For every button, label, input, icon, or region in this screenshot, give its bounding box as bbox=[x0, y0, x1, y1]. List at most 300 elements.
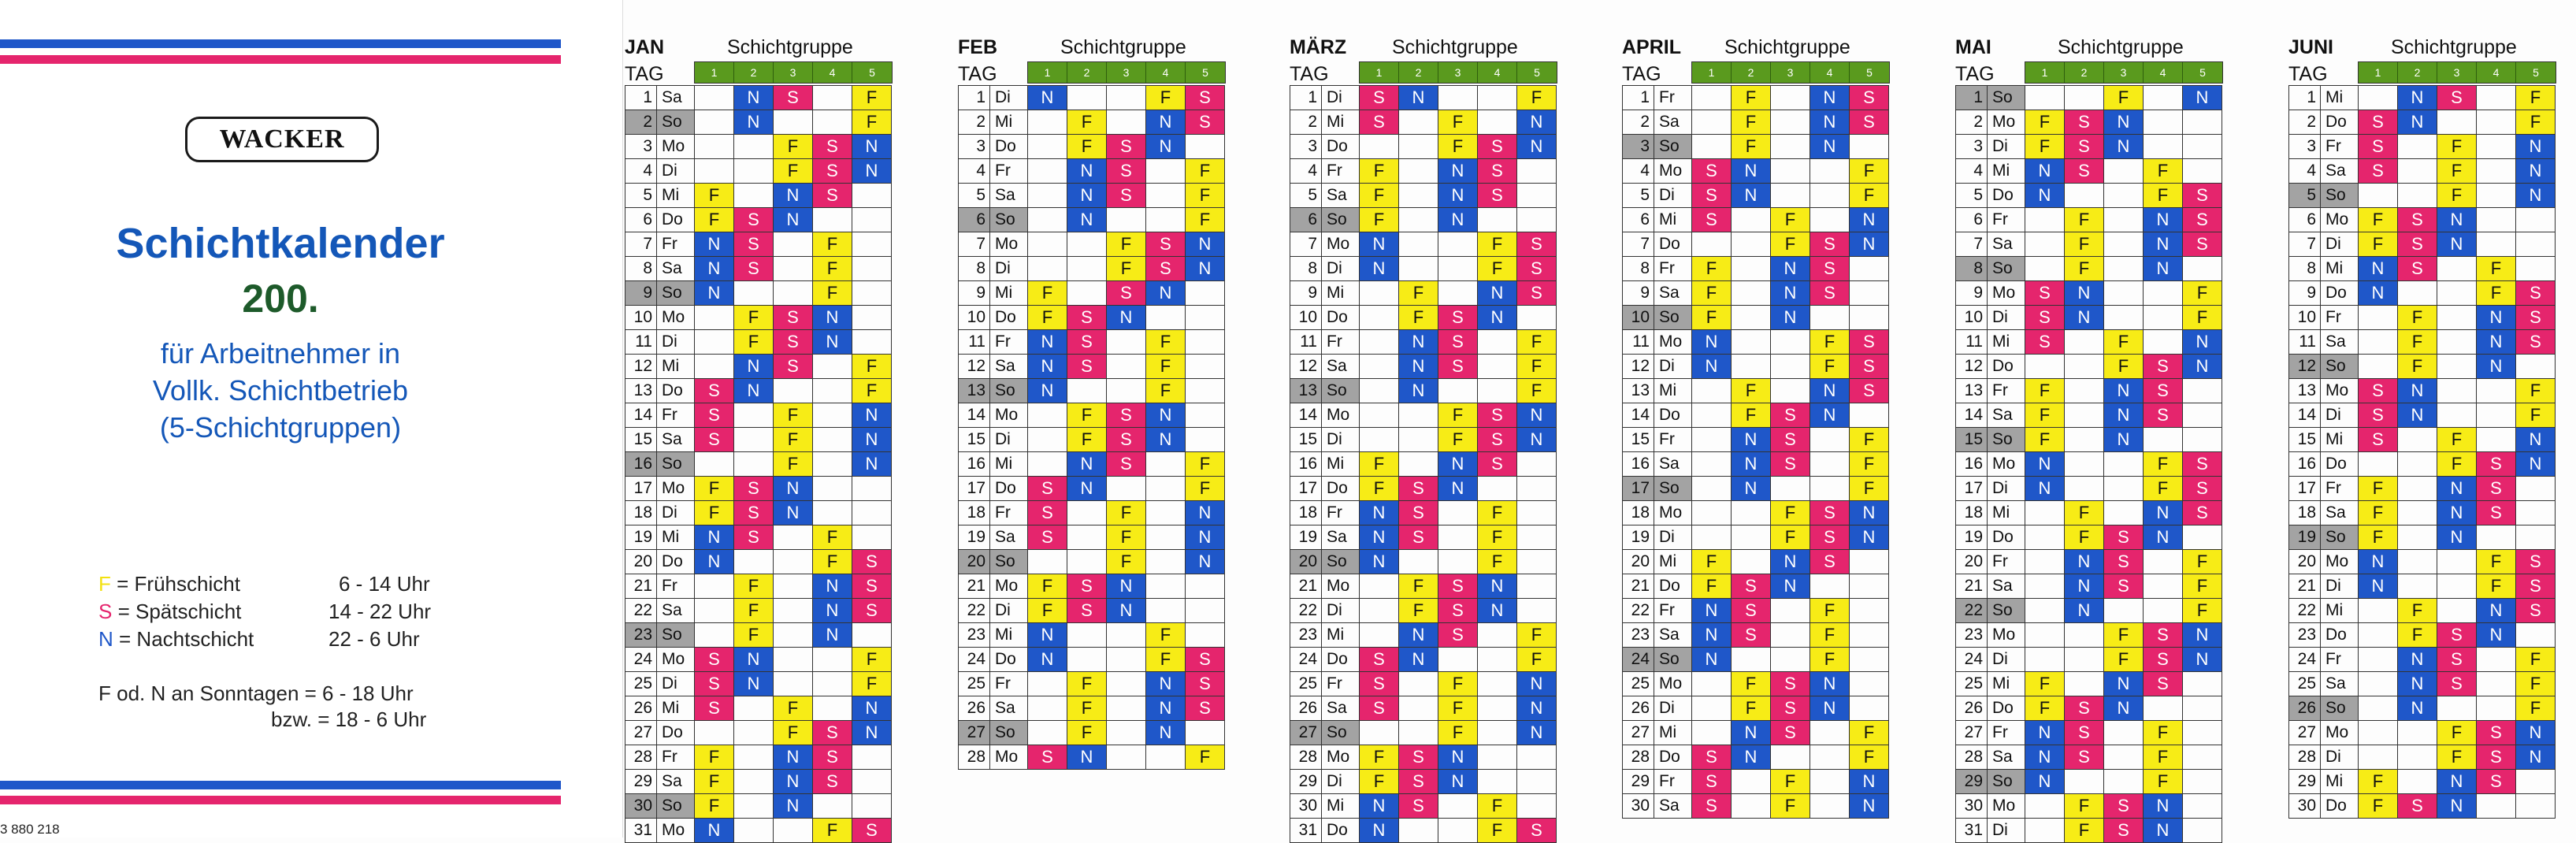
day-row bbox=[1956, 379, 2222, 403]
shift-cell: N bbox=[734, 110, 774, 135]
shift-cell: S bbox=[1810, 257, 1850, 281]
day-number: 2 bbox=[2289, 110, 2321, 135]
shift-cell bbox=[1692, 672, 1732, 696]
day-number: 14 bbox=[959, 403, 990, 428]
day-row bbox=[1623, 745, 1889, 770]
shift-cell: N bbox=[2104, 696, 2144, 721]
day-number: 6 bbox=[1290, 208, 1322, 232]
shift-cell: S bbox=[1067, 330, 1107, 355]
shift-cell: N bbox=[1399, 330, 1438, 355]
shift-cell: F bbox=[2359, 794, 2398, 819]
shift-cell: F bbox=[2359, 208, 2398, 232]
shift-cell: F bbox=[1360, 208, 1399, 232]
day-row bbox=[2289, 355, 2556, 379]
shift-cell: S bbox=[2477, 721, 2516, 745]
shift-cell bbox=[2025, 232, 2065, 257]
shift-cell: S bbox=[1186, 648, 1225, 672]
day-row bbox=[1956, 550, 2222, 574]
weekday: Fr bbox=[1322, 501, 1360, 525]
weekday: Mi bbox=[1654, 208, 1692, 232]
shift-cell: F bbox=[1186, 184, 1225, 208]
month-table bbox=[958, 30, 1276, 818]
shift-cell: F bbox=[1107, 501, 1146, 525]
shift-cell bbox=[1399, 159, 1438, 184]
day-number: 11 bbox=[2289, 330, 2321, 355]
shift-cell bbox=[1478, 648, 1517, 672]
day-row bbox=[1290, 745, 1557, 770]
shift-cell: F bbox=[1732, 379, 1771, 403]
shift-cell bbox=[734, 452, 774, 477]
shift-cell: F bbox=[2104, 623, 2144, 648]
day-number: 9 bbox=[1290, 281, 1322, 306]
shift-cell bbox=[1732, 525, 1771, 550]
day-number: 25 bbox=[1956, 672, 1988, 696]
legend-row-late bbox=[98, 600, 241, 624]
shift-cell bbox=[1517, 599, 1557, 623]
weekday: Do bbox=[657, 379, 695, 403]
day-number: 28 bbox=[1956, 745, 1988, 770]
shift-cell bbox=[2104, 257, 2144, 281]
shift-cell: F bbox=[2025, 672, 2065, 696]
day-number: 17 bbox=[1290, 477, 1322, 501]
day-header: TAG bbox=[1955, 63, 1995, 85]
shift-cell: F bbox=[1771, 525, 1810, 550]
shift-cell: N bbox=[2104, 110, 2144, 135]
day-number: 10 bbox=[2289, 306, 2321, 330]
weekday: Sa bbox=[657, 86, 695, 110]
shift-cell bbox=[1771, 110, 1810, 135]
day-number: 25 bbox=[959, 672, 990, 696]
shift-cell: F bbox=[1067, 110, 1107, 135]
shift-cell: S bbox=[1517, 232, 1557, 257]
shift-cell: F bbox=[2104, 86, 2144, 110]
day-row bbox=[1623, 86, 1889, 110]
shift-cell: N bbox=[1850, 232, 1889, 257]
shift-cell bbox=[2065, 86, 2104, 110]
weekday: So bbox=[990, 208, 1028, 232]
shift-cell: N bbox=[1810, 135, 1850, 159]
day-row bbox=[1956, 648, 2222, 672]
shift-cell: S bbox=[734, 525, 774, 550]
shift-cell bbox=[1517, 745, 1557, 770]
shift-cell: F bbox=[813, 525, 852, 550]
day-row bbox=[959, 281, 1225, 306]
shift-cell: F bbox=[813, 281, 852, 306]
shift-cell bbox=[1771, 86, 1810, 110]
day-row bbox=[1956, 721, 2222, 745]
shift-cell bbox=[2477, 379, 2516, 403]
group-number: 1 bbox=[2359, 62, 2398, 83]
shift-cell bbox=[1067, 623, 1107, 648]
shift-cell bbox=[813, 86, 852, 110]
shift-cell: F bbox=[1146, 86, 1186, 110]
day-row bbox=[1956, 525, 2222, 550]
day-number: 24 bbox=[1290, 648, 1322, 672]
weekday: So bbox=[657, 794, 695, 819]
shift-cell bbox=[1478, 86, 1517, 110]
shift-cell: F bbox=[1028, 306, 1067, 330]
weekday: Mi bbox=[2321, 770, 2359, 794]
day-number: 6 bbox=[1623, 208, 1654, 232]
shift-cell: S bbox=[1438, 623, 1478, 648]
shift-cell: N bbox=[1438, 208, 1478, 232]
shift-cell: N bbox=[774, 770, 813, 794]
day-row bbox=[1956, 574, 2222, 599]
shift-cell bbox=[1186, 574, 1225, 599]
shift-cell bbox=[1850, 306, 1889, 330]
weekday: Di bbox=[1654, 696, 1692, 721]
shift-cell: S bbox=[2477, 477, 2516, 501]
day-row bbox=[1290, 550, 1557, 574]
day-number: 1 bbox=[625, 86, 657, 110]
day-number: 22 bbox=[1290, 599, 1322, 623]
month-table bbox=[625, 30, 943, 840]
shift-cell: N bbox=[2398, 110, 2437, 135]
day-row bbox=[1290, 86, 1557, 110]
shift-cell: S bbox=[1517, 819, 1557, 843]
shift-cell: N bbox=[695, 525, 734, 550]
shift-cell: F bbox=[1771, 794, 1810, 819]
shift-cell: F bbox=[813, 232, 852, 257]
shift-cell bbox=[1399, 819, 1438, 843]
shift-cell: N bbox=[2437, 525, 2477, 550]
shift-cell bbox=[1107, 379, 1146, 403]
shift-cell bbox=[1517, 159, 1557, 184]
shift-cell: N bbox=[2144, 501, 2183, 525]
shift-cell: N bbox=[1438, 159, 1478, 184]
shift-cell bbox=[734, 403, 774, 428]
shift-cell: F bbox=[695, 745, 734, 770]
day-number: 8 bbox=[1956, 257, 1988, 281]
day-number: 1 bbox=[2289, 86, 2321, 110]
legend-row-night bbox=[98, 627, 254, 652]
day-row bbox=[1956, 452, 2222, 477]
shift-cell: N bbox=[774, 794, 813, 819]
shift-cell bbox=[1399, 403, 1438, 428]
shift-cell: N bbox=[1850, 770, 1889, 794]
shift-cell: S bbox=[2477, 452, 2516, 477]
shift-cell bbox=[1810, 428, 1850, 452]
shift-cell bbox=[1146, 184, 1186, 208]
shift-cell bbox=[2065, 452, 2104, 477]
shift-cell bbox=[1028, 184, 1067, 208]
day-row bbox=[625, 306, 892, 330]
shift-cell: N bbox=[1692, 623, 1732, 648]
shift-cell: S bbox=[1186, 86, 1225, 110]
weekday: Sa bbox=[1988, 574, 2025, 599]
shift-cell bbox=[2183, 257, 2222, 281]
shift-cell bbox=[2477, 648, 2516, 672]
shift-cell: S bbox=[1186, 110, 1225, 135]
weekday: Do bbox=[657, 550, 695, 574]
shift-cell: S bbox=[695, 696, 734, 721]
shift-cell: F bbox=[2104, 330, 2144, 355]
weekday: Fr bbox=[2321, 135, 2359, 159]
shift-cell bbox=[2065, 648, 2104, 672]
shift-cell: N bbox=[1107, 306, 1146, 330]
weekday: Mi bbox=[657, 525, 695, 550]
shift-cell: F bbox=[2359, 477, 2398, 501]
shift-cell bbox=[1028, 208, 1067, 232]
shift-cell bbox=[1517, 501, 1557, 525]
day-number: 15 bbox=[1623, 428, 1654, 452]
shift-cell: N bbox=[2398, 379, 2437, 403]
shift-cell: N bbox=[1732, 721, 1771, 745]
day-row bbox=[1623, 770, 1889, 794]
shift-cell bbox=[774, 110, 813, 135]
shift-cell: F bbox=[1438, 696, 1478, 721]
weekday: Mo bbox=[657, 306, 695, 330]
shift-cell bbox=[1107, 330, 1146, 355]
shift-cell: S bbox=[2144, 355, 2183, 379]
shift-cell: S bbox=[695, 672, 734, 696]
shift-cell: N bbox=[1771, 281, 1810, 306]
shift-cell: S bbox=[1438, 306, 1478, 330]
shift-cell: F bbox=[1478, 794, 1517, 819]
weekday: So bbox=[1322, 379, 1360, 403]
day-number: 1 bbox=[959, 86, 990, 110]
shift-cell bbox=[2516, 477, 2556, 501]
shift-cell: N bbox=[2144, 794, 2183, 819]
shift-cell: F bbox=[1107, 232, 1146, 257]
day-row bbox=[959, 501, 1225, 525]
weekday: Di bbox=[990, 86, 1028, 110]
day-row bbox=[959, 721, 1225, 745]
day-number: 30 bbox=[1290, 794, 1322, 819]
shift-cell bbox=[2359, 184, 2398, 208]
shift-cell: N bbox=[813, 623, 852, 648]
shift-cell: F bbox=[1771, 208, 1810, 232]
shift-cell: F bbox=[1850, 184, 1889, 208]
shift-cell: N bbox=[1850, 208, 1889, 232]
day-number: 27 bbox=[1623, 721, 1654, 745]
shift-cell: S bbox=[1438, 355, 1478, 379]
group-number: 3 bbox=[2437, 62, 2477, 83]
shift-cell bbox=[2477, 184, 2516, 208]
shift-cell bbox=[1850, 281, 1889, 306]
group-number: 2 bbox=[1399, 62, 1438, 83]
shift-cell bbox=[1438, 648, 1478, 672]
shift-cell: F bbox=[774, 696, 813, 721]
shift-cell bbox=[1850, 599, 1889, 623]
shift-cell bbox=[852, 525, 892, 550]
shift-cell: S bbox=[813, 135, 852, 159]
shift-cell: S bbox=[1028, 745, 1067, 770]
weekday: Di bbox=[990, 599, 1028, 623]
shift-cell: F bbox=[1810, 330, 1850, 355]
shift-cell bbox=[1771, 355, 1810, 379]
shift-cell bbox=[2398, 721, 2437, 745]
day-number: 26 bbox=[1290, 696, 1322, 721]
cover-subtitle-3: (5-Schichtgruppen) bbox=[159, 411, 402, 444]
group-number: 5 bbox=[1202, 66, 1208, 79]
weekday: Mi bbox=[1322, 452, 1360, 477]
shift-cell: F bbox=[852, 672, 892, 696]
shift-cell: N bbox=[813, 330, 852, 355]
shift-cell bbox=[1360, 574, 1399, 599]
shift-cell: N bbox=[813, 599, 852, 623]
shift-cell bbox=[2104, 452, 2144, 477]
shift-cell bbox=[774, 525, 813, 550]
shift-cell bbox=[1692, 110, 1732, 135]
day-row bbox=[2289, 403, 2556, 428]
group-number: 4 bbox=[813, 62, 852, 83]
shift-cell: N bbox=[2183, 648, 2222, 672]
shift-cell bbox=[2477, 794, 2516, 819]
day-row bbox=[625, 330, 892, 355]
shift-cell bbox=[1850, 403, 1889, 428]
shift-cell bbox=[2477, 135, 2516, 159]
day-number: 20 bbox=[1956, 550, 1988, 574]
day-row bbox=[1623, 306, 1889, 330]
day-number: 27 bbox=[1290, 721, 1322, 745]
shift-cell: N bbox=[2104, 379, 2144, 403]
day-row bbox=[1956, 672, 2222, 696]
weekday: Di bbox=[1654, 525, 1692, 550]
shift-cell bbox=[1399, 696, 1438, 721]
shift-cell: N bbox=[2398, 696, 2437, 721]
shift-cell: N bbox=[813, 306, 852, 330]
shift-cell: F bbox=[2437, 452, 2477, 477]
day-row bbox=[2289, 672, 2556, 696]
shift-cell: F bbox=[1146, 623, 1186, 648]
day-number: 27 bbox=[959, 721, 990, 745]
shift-cell: S bbox=[1692, 770, 1732, 794]
shift-cell: N bbox=[1732, 452, 1771, 477]
day-grid bbox=[1290, 85, 1557, 843]
group-number: 3 bbox=[2104, 62, 2144, 83]
shift-cell: S bbox=[2183, 184, 2222, 208]
shift-cell: S bbox=[2144, 648, 2183, 672]
weekday: So bbox=[2321, 184, 2359, 208]
shift-cell bbox=[2359, 648, 2398, 672]
weekday: Fr bbox=[657, 232, 695, 257]
weekday: Do bbox=[1322, 135, 1360, 159]
shift-cell bbox=[2065, 184, 2104, 208]
shift-cell: N bbox=[1399, 648, 1438, 672]
weekday: Di bbox=[1322, 770, 1360, 794]
weekday: Di bbox=[1988, 819, 2025, 843]
day-row bbox=[625, 86, 892, 110]
day-number: 3 bbox=[1290, 135, 1322, 159]
shift-cell bbox=[1810, 159, 1850, 184]
shift-cell: F bbox=[2183, 550, 2222, 574]
weekday: Mi bbox=[990, 623, 1028, 648]
bottom-stripe-pink bbox=[0, 796, 561, 804]
shift-cell: N bbox=[1517, 135, 1557, 159]
shift-cell: N bbox=[1771, 306, 1810, 330]
shift-cell bbox=[2144, 135, 2183, 159]
shift-cell: S bbox=[1810, 550, 1850, 574]
shift-cell: F bbox=[852, 355, 892, 379]
shift-cell: N bbox=[1146, 110, 1186, 135]
weekday: Sa bbox=[1654, 794, 1692, 819]
shift-cell: N bbox=[1107, 599, 1146, 623]
shift-cell bbox=[852, 623, 892, 648]
day-row bbox=[625, 648, 892, 672]
shift-cell: S bbox=[1107, 159, 1146, 184]
weekday: Do bbox=[2321, 110, 2359, 135]
shift-cell: F bbox=[1810, 599, 1850, 623]
day-number: 25 bbox=[1623, 672, 1654, 696]
shift-cell bbox=[1478, 745, 1517, 770]
shift-cell: F bbox=[2477, 574, 2516, 599]
shift-cell bbox=[695, 574, 734, 599]
shift-cell bbox=[1360, 355, 1399, 379]
weekday: Fr bbox=[2321, 648, 2359, 672]
shift-cell bbox=[1146, 745, 1186, 770]
day-grid bbox=[2288, 85, 2556, 819]
group-number: 5 bbox=[2199, 66, 2206, 79]
shift-cell bbox=[1146, 599, 1186, 623]
day-row bbox=[1623, 281, 1889, 306]
weekday: So bbox=[1322, 550, 1360, 574]
shift-cell: F bbox=[1399, 281, 1438, 306]
shift-cell bbox=[734, 550, 774, 574]
shift-cell bbox=[774, 257, 813, 281]
shift-cell bbox=[2065, 403, 2104, 428]
weekday: Do bbox=[2321, 452, 2359, 477]
day-header: TAG bbox=[625, 63, 664, 85]
shift-cell bbox=[2398, 477, 2437, 501]
shift-cell bbox=[2065, 428, 2104, 452]
shift-cell: F bbox=[2183, 306, 2222, 330]
shift-cell bbox=[2516, 257, 2556, 281]
group-number: 1 bbox=[1360, 62, 1399, 83]
day-number: 29 bbox=[1623, 770, 1654, 794]
day-number: 22 bbox=[2289, 599, 2321, 623]
day-row bbox=[1623, 648, 1889, 672]
shift-cell bbox=[2516, 770, 2556, 794]
day-number: 21 bbox=[1623, 574, 1654, 599]
shift-cell: S bbox=[2183, 477, 2222, 501]
day-number: 6 bbox=[2289, 208, 2321, 232]
day-number: 23 bbox=[1623, 623, 1654, 648]
day-row bbox=[1623, 525, 1889, 550]
shift-cell bbox=[1146, 306, 1186, 330]
shift-cell: F bbox=[695, 794, 734, 819]
weekday: Di bbox=[2321, 232, 2359, 257]
day-number: 1 bbox=[1623, 86, 1654, 110]
weekday: Mo bbox=[657, 648, 695, 672]
day-number: 29 bbox=[1956, 770, 1988, 794]
shift-cell: F bbox=[1146, 330, 1186, 355]
shift-cell: S bbox=[1146, 257, 1186, 281]
shift-cell bbox=[1028, 452, 1067, 477]
shift-cell: F bbox=[1771, 232, 1810, 257]
shift-cell: S bbox=[1517, 257, 1557, 281]
shift-cell bbox=[1360, 599, 1399, 623]
day-row bbox=[1290, 721, 1557, 745]
shift-cell: N bbox=[1360, 794, 1399, 819]
shift-cell: N bbox=[2065, 306, 2104, 330]
day-row bbox=[1290, 819, 1557, 843]
day-header: TAG bbox=[2288, 63, 2328, 85]
shift-cell bbox=[2183, 696, 2222, 721]
shift-cell bbox=[1478, 330, 1517, 355]
shift-cell: F bbox=[1478, 232, 1517, 257]
shift-cell bbox=[1438, 550, 1478, 574]
shift-cell: N bbox=[2398, 403, 2437, 428]
day-number: 7 bbox=[1290, 232, 1322, 257]
shift-cell bbox=[1850, 623, 1889, 648]
day-row bbox=[959, 306, 1225, 330]
shift-cell: N bbox=[1810, 110, 1850, 135]
shift-cell bbox=[734, 745, 774, 770]
shift-cell bbox=[1692, 379, 1732, 403]
day-number: 24 bbox=[959, 648, 990, 672]
day-number: 21 bbox=[959, 574, 990, 599]
